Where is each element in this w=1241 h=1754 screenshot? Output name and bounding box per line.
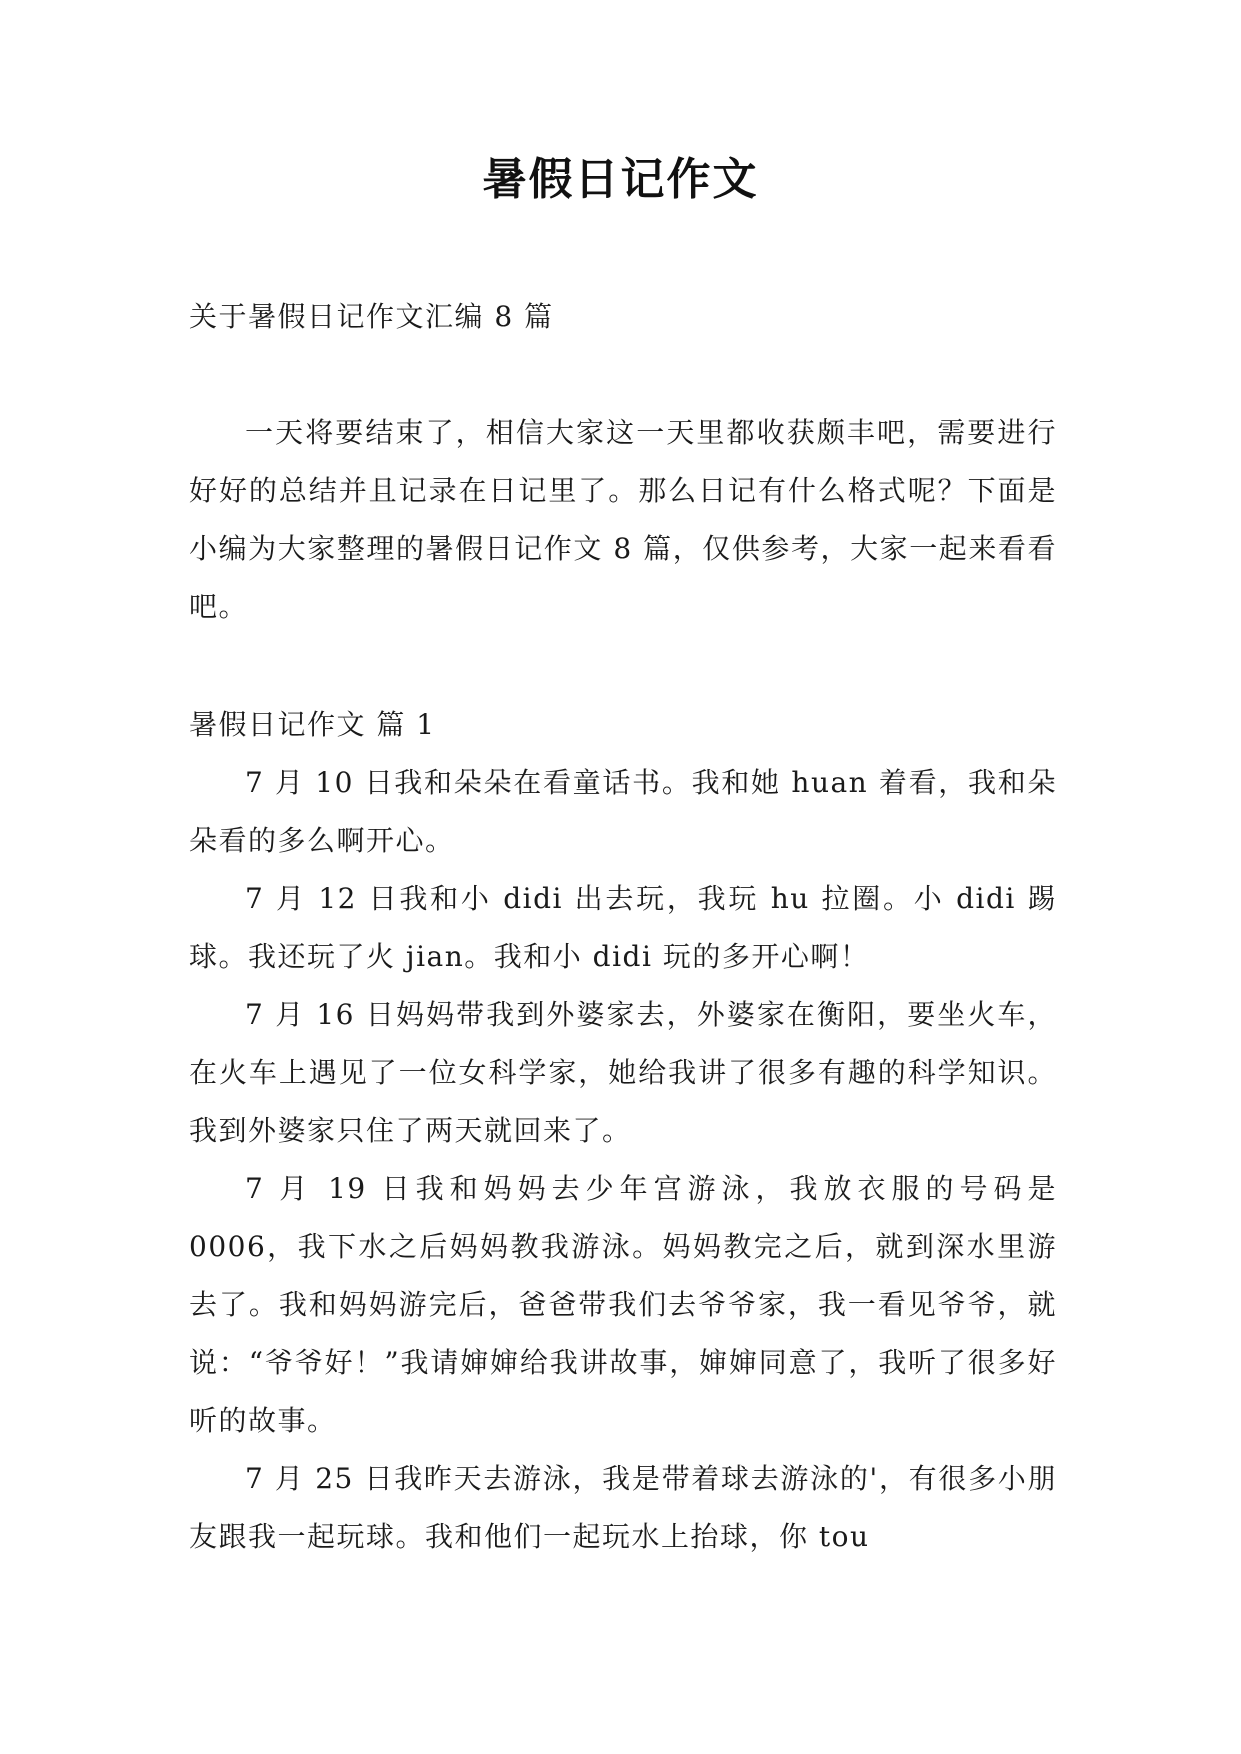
document-subtitle: 关于暑假日记作文汇编 8 篇 (189, 300, 554, 333)
diary-entry: 7 月 16 日妈妈带我到外婆家去，外婆家在衡阳，要坐火车，在火车上遇见了一位女科学家，她给我讲了很多有趣的科学知识。我到外婆家只住了两天就回来了。 (189, 998, 1057, 1147)
diary-entry: 7 月 19 日我和妈妈去少年宫游泳，我放衣服的号码是 0006，我下水之后妈妈教我游泳。妈妈教完之后，就到深水里游去了。我和妈妈游完后，爸爸带我们去爷爷家，我一看见爷爷，就说：“爷爷好！”我请婶婶给我讲故事，婶婶同意了，我听了很多好听的故事。 (189, 1172, 1057, 1437)
document-title: 暑假日记作文 (482, 154, 759, 205)
diary-entries (189, 754, 1057, 1566)
intro-paragraph: 一天将要结束了，相信大家这一天里都收获颇丰吧，需要进行好好的总结并且记录在日记里了。那么日记有什么格式呢？下面是小编为大家整理的暑假日记作文 8 篇，仅供参考，大家一起来看看吧。 (189, 416, 1057, 623)
diary-entry: 7 月 12 日我和小 didi 出去玩，我玩 hu 拉圈。小 didi 踢球。我还玩了火 jian。我和小 didi 玩的多开心啊！ (189, 882, 1057, 973)
diary-entry: 7 月 25 日我昨天去游泳，我是带着球去游泳的'，有很多小朋友跟我一起玩球。我和他们一起玩水上抬球，你 tou (189, 1462, 1057, 1553)
section-heading: 暑假日记作文 篇 1 (189, 708, 436, 741)
diary-entry: 7 月 10 日我和朵朵在看童话书。我和她 huan 着看，我和朵朵看的多么啊开心。 (189, 766, 1057, 857)
